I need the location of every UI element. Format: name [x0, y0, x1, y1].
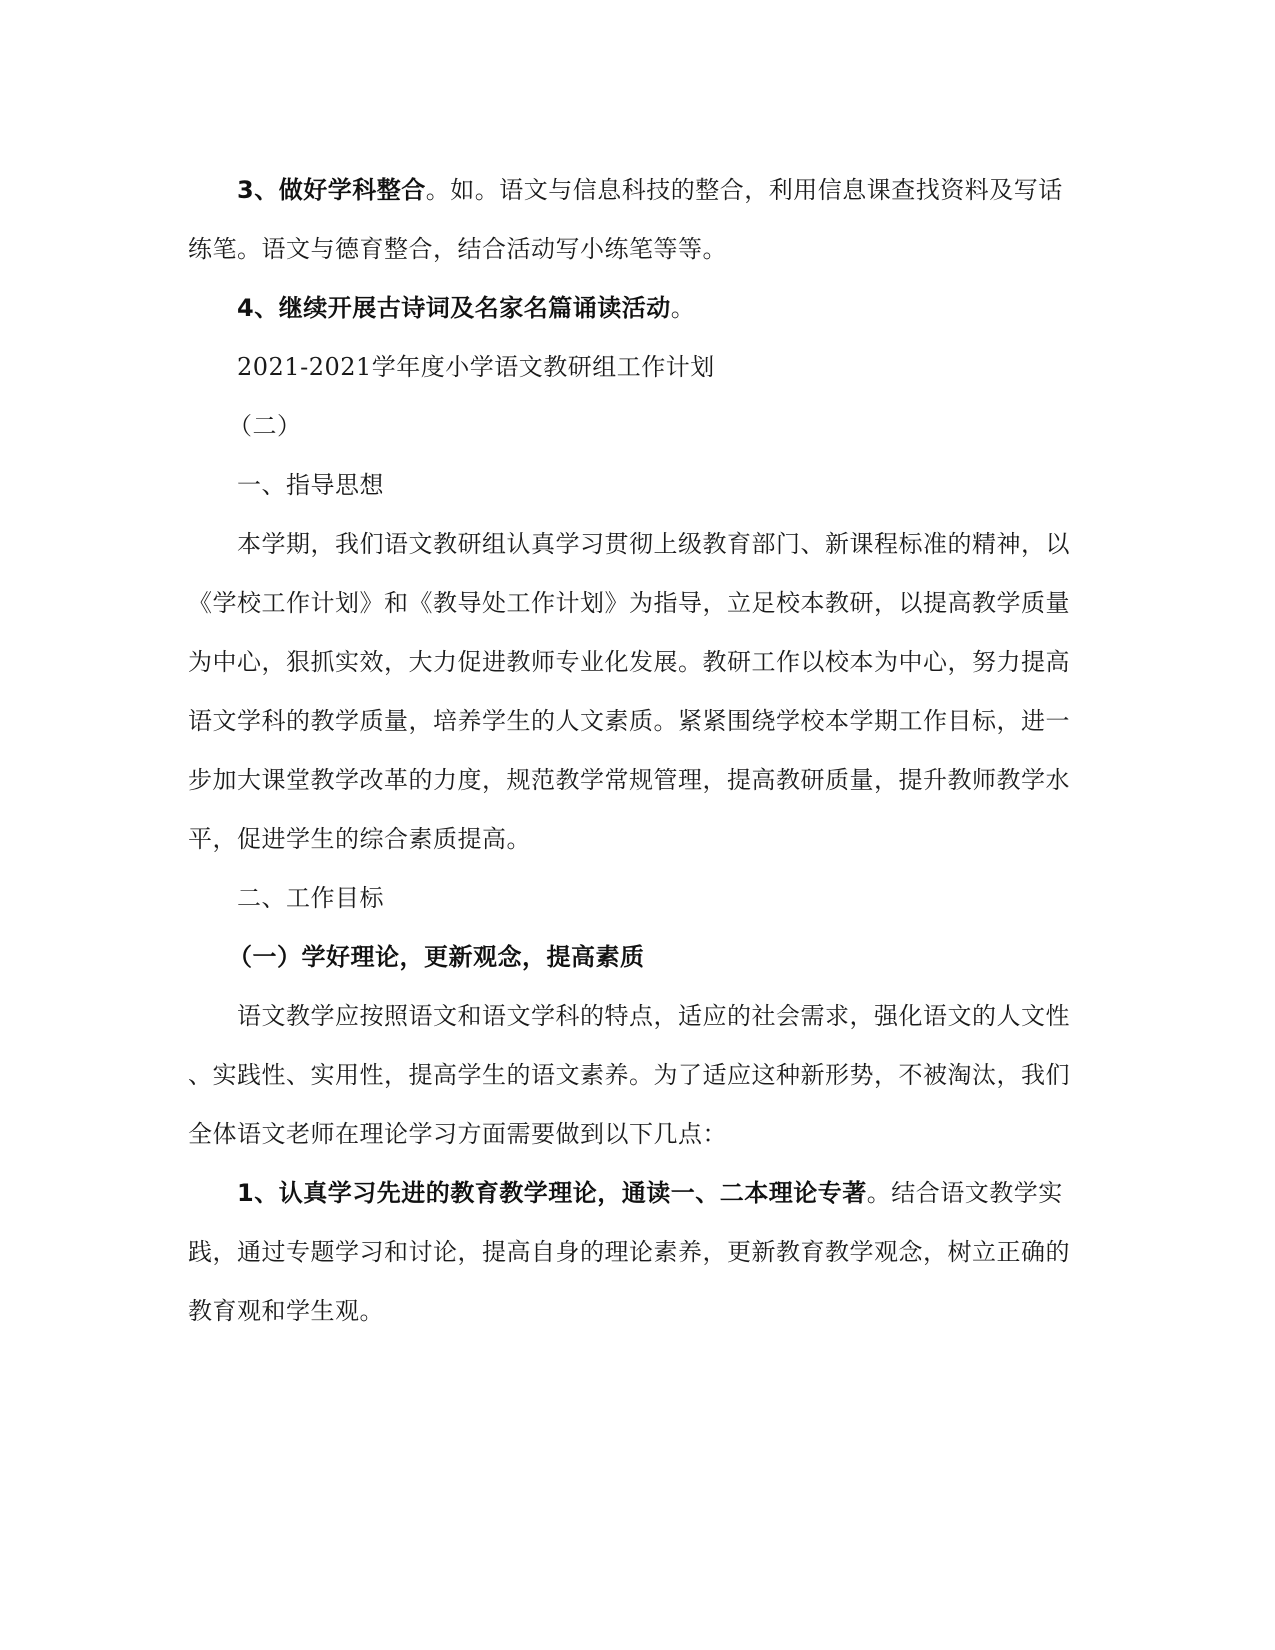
paragraph-line: 语文教学应按照语文和语文学科的特点，适应的社会需求，强化语文的人文性 [237, 1002, 1070, 1030]
paragraph-text: 。结合语文教学实 [866, 1179, 1063, 1207]
section-heading-guiding-ideology: 一、指导思想 [237, 471, 384, 499]
paragraph-recitation [188, 279, 1088, 338]
paragraph-line: 平，促进学生的综合素质提高。 [188, 825, 531, 853]
paragraph-line: 《学校工作计划》和《教导处工作计划》为指导，立足校本教研，以提高教学质量 [188, 589, 1070, 617]
bold-heading: 1、认真学习先进的教育教学理论，通读一、二本理论专著 [237, 1179, 867, 1207]
paragraph-line: 本学期，我们语文教研组认真学习贯彻上级教育部门、新课程标准的精神，以 [237, 530, 1070, 558]
paragraph-line: 为中心，狠抓实效，大力促进教师专业化发展。教研工作以校本为中心，努力提高 [188, 648, 1070, 676]
paragraph-line: 践，通过专题学习和讨论，提高自身的理论素养，更新教育教学观念，树立正确的 [188, 1238, 1070, 1266]
paragraph-study-theory [188, 1164, 1088, 1223]
bold-heading: 3、做好学科整合 [237, 176, 426, 204]
paragraph-line: 练笔。语文与德育整合，结合活动写小练笔等等。 [188, 235, 727, 263]
document-title: 2021-2021学年度小学语文教研组工作计划 [237, 353, 715, 381]
paragraph-line: 步加大课堂教学改革的力度，规范教学常规管理，提高教研质量，提升教师教学水 [188, 766, 1070, 794]
paragraph-line: 、实践性、实用性，提高学生的语文素养。为了适应这种新形势，不被淘汰，我们 [188, 1061, 1070, 1089]
paragraph-line: 教育观和学生观。 [188, 1297, 384, 1325]
document-body [188, 161, 1088, 1341]
paragraph-subject-integration [188, 161, 1088, 220]
paragraph-text: 。 [670, 294, 696, 322]
paragraph-text: 。如。语文与信息科技的整合，利用信息课查找资料及写话 [425, 176, 1063, 204]
subsection-heading-theory: （一）学好理论，更新观念，提高素质 [228, 943, 645, 971]
paragraph-line: 语文学科的教学质量，培养学生的人文素质。紧紧围绕学校本学期工作目标，进一 [188, 707, 1070, 735]
section-heading-work-goals: 二、工作目标 [237, 884, 384, 912]
document-subtitle: （二） [228, 412, 302, 440]
paragraph-line: 全体语文老师在理论学习方面需要做到以下几点： [188, 1120, 727, 1148]
bold-heading: 4、继续开展古诗词及名家名篇诵读活动 [237, 294, 671, 322]
